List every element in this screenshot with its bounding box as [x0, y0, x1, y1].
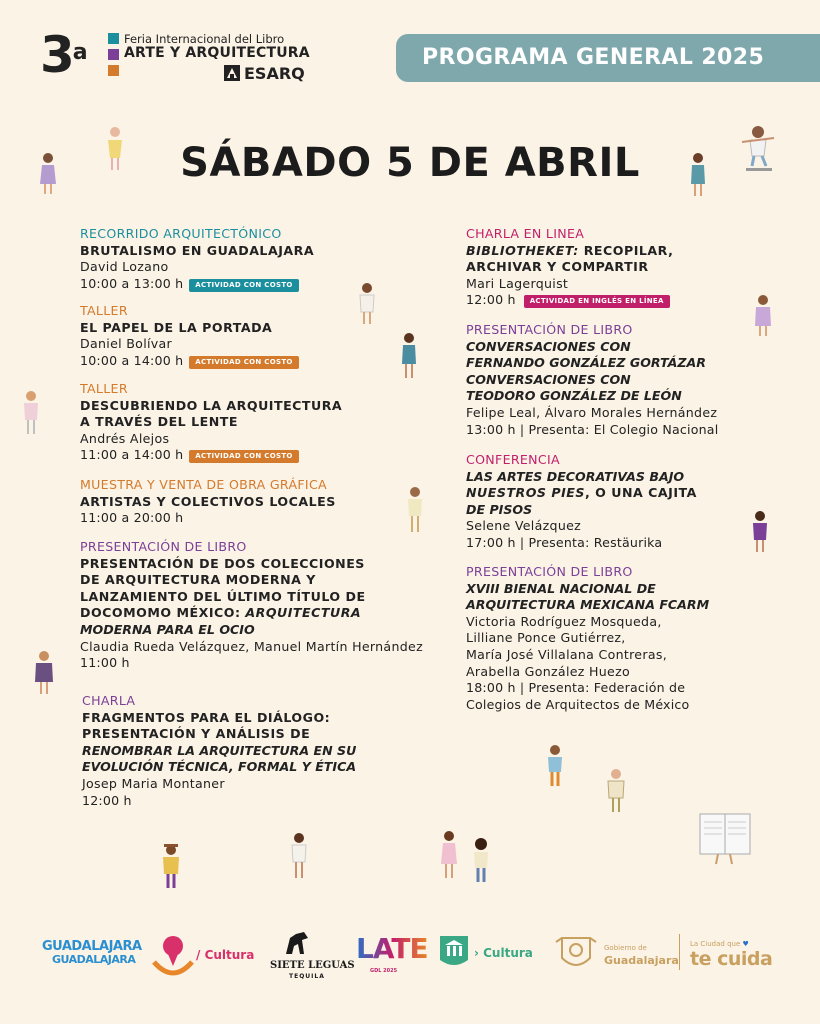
event-time-row [466, 292, 673, 309]
page-title: SÁBADO 5 DE ABRIL [180, 140, 640, 186]
event-time: 11:00 a 20:00 h [80, 510, 184, 526]
event-time: 12:00 h [82, 792, 132, 808]
event-title-italic: ARQUITECTURA MEXICANA FCARM [466, 597, 710, 613]
event-speaker: Josep Maria Montaner [82, 775, 225, 791]
event-title: PRESENTACIÓN DE DOS COLECCIONES [80, 555, 365, 571]
event-title-line [466, 485, 697, 502]
event-speaker: Daniel Bolívar [80, 336, 173, 352]
child-illustration [404, 486, 426, 534]
guadalajara-label: Guadalajara [604, 954, 679, 967]
cost-badge: ACTIVIDAD CON COSTO [189, 450, 298, 463]
event-category: PRESENTACIÓN DE LIBRO [466, 322, 633, 337]
event-speaker: Mari Lagerquist [466, 275, 569, 291]
event-category: TALLER [80, 303, 128, 318]
guadalajara-logo-line: GUADALAJARA [42, 939, 142, 954]
esarq-logo-icon [224, 65, 240, 81]
child-illustration [32, 650, 56, 696]
event-category: RECORRIDO ARQUITECTÓNICO [80, 226, 282, 241]
event-title-line [80, 605, 423, 622]
skater-illustration [740, 124, 778, 174]
event-title-italic: FERNANDO GONZÁLEZ GORTÁZAR [466, 355, 706, 371]
child-illustration [750, 510, 770, 554]
event-title: EL PAPEL DE LA PORTADA [80, 319, 273, 335]
event-title: , O UNA CAJITA [584, 485, 697, 501]
guadalajara-coat-of-arms-icon [554, 932, 598, 972]
cuida-small-text: La Ciudad que [690, 940, 741, 948]
event-title-italic: TEODORO GONZÁLEZ DE LEÓN [466, 388, 682, 404]
event-block [466, 452, 697, 552]
event-title-italic: CONVERSACIONES CON [466, 338, 631, 354]
late-text: LATE [356, 932, 428, 965]
siete-leguas-name: SIETE LEGUAS [270, 960, 355, 971]
cultura-label: / Cultura [196, 948, 255, 962]
language-badge: ACTIVIDAD EN INGLÉS EN LÍNEA [524, 295, 670, 308]
siete-leguas-horse-icon [282, 928, 312, 958]
event-category: TALLER [80, 381, 128, 396]
cost-badge: ACTIVIDAD CON COSTO [189, 279, 298, 292]
event-title: DE ARQUITECTURA MODERNA Y [80, 572, 316, 588]
child-illustration [470, 838, 492, 884]
event-block [80, 226, 314, 292]
event-title: DOCOMOMO MÉXICO: [80, 605, 241, 621]
event-speaker: Andrés Alejos [80, 430, 170, 446]
child-illustration [356, 282, 378, 326]
event-block [466, 564, 709, 713]
late-logo [356, 934, 428, 964]
guadalajara-logo [42, 940, 142, 966]
child-illustration [288, 832, 310, 880]
cultura-flower-icon [150, 932, 196, 980]
heart-icon: ♥ [742, 940, 749, 948]
logo-square [108, 49, 119, 60]
event-title: RECOPILAR, [583, 242, 674, 258]
event-speaker: Arabella González Huezo [466, 663, 631, 679]
event-time: 11:00 a 14:00 h [80, 447, 184, 463]
event-time-row [80, 447, 342, 464]
cultura-building-icon [440, 936, 468, 968]
event-block [80, 381, 342, 464]
logo-square [108, 65, 119, 76]
event-speaker: Lilliane Ponce Gutiérrez, [466, 630, 626, 646]
org-name: ESARQ [244, 64, 305, 83]
event-title: LANZAMIENTO DEL ÚLTIMO TÍTULO DE [80, 588, 366, 604]
event-category: CHARLA [82, 693, 136, 708]
child-illustration [688, 152, 708, 198]
tequila-label: TEQUILA [289, 973, 325, 980]
event-category: MUESTRA Y VENTA DE OBRA GRÁFICA [80, 477, 327, 492]
event-block [80, 303, 299, 369]
cultura-text: Cultura [483, 946, 533, 960]
child-illustration [752, 294, 774, 338]
event-title-italic: NUESTROS PIES [466, 485, 585, 501]
event-speaker: María José Villalana Contreras, [466, 646, 668, 662]
guadalajara-logo-line: GUADALAJARA [52, 953, 136, 966]
late-subtitle: GDL 2025 [370, 968, 398, 974]
event-title-line [466, 243, 673, 260]
event-title: BRUTALISMO EN GUADALAJARA [80, 242, 315, 258]
child-illustration [104, 126, 126, 172]
event-title-italic: EVOLUCIÓN TÉCNICA, FORMAL Y ÉTICA [82, 759, 357, 775]
event-title: FRAGMENTOS PARA EL DIÁLOGO: [82, 709, 331, 725]
child-illustration [438, 830, 460, 880]
event-speaker: Felipe Leal, Álvaro Morales Hernández [466, 404, 718, 420]
event-title: PRESENTACIÓN Y ANÁLISIS DE [82, 726, 311, 742]
event-speaker: David Lozano [80, 259, 169, 275]
event-speaker: Selene Velázquez [466, 518, 582, 534]
event-speaker: Claudia Rueda Velázquez, Manuel Martín Hernández [80, 638, 423, 654]
fair-name-line2: ARTE Y ARQUITECTURA [124, 45, 310, 61]
event-time-row [80, 353, 299, 370]
cuida-big-label: te cuida [690, 948, 773, 970]
event-time-row [80, 276, 314, 293]
event-time: 11:00 h [80, 655, 130, 671]
event-time: 13:00 h | Presenta: El Colegio Nacional [466, 421, 719, 437]
child-illustration [604, 768, 628, 814]
event-title: ARCHIVAR Y COMPARTIR [466, 259, 649, 275]
cultura-label-2: › Cultura [474, 946, 533, 960]
edition-suffix: a [72, 40, 86, 65]
event-block [80, 477, 336, 527]
event-category: CONFERENCIA [466, 452, 560, 467]
event-speaker: Victoria Rodríguez Mosqueda, [466, 613, 662, 629]
fair-name-line1: Feria Internacional del Libro [124, 32, 285, 46]
event-block [80, 539, 423, 672]
event-time: 10:00 a 14:00 h [80, 352, 184, 368]
child-illustration [20, 390, 42, 436]
child-illustration [398, 332, 420, 380]
gobierno-label: Gobierno de [604, 944, 647, 952]
event-block [466, 226, 673, 309]
event-title: DESCUBRIENDO LA ARQUITECTURA [80, 397, 343, 413]
child-illustration [38, 152, 58, 196]
event-title-italic: CONVERSACIONES CON [466, 371, 631, 387]
event-title-italic: RENOMBRAR LA ARQUITECTURA EN SU [82, 742, 357, 758]
program-banner: PROGRAMA GENERAL 2025 [396, 34, 820, 82]
event-category: CHARLA EN LINEA [466, 226, 585, 241]
event-title: ARTISTAS Y COLECTIVOS LOCALES [80, 493, 336, 509]
event-block [82, 693, 356, 809]
event-time: 18:00 h | Presenta: Federación de [466, 680, 686, 696]
event-time: 10:00 a 13:00 h [80, 275, 184, 291]
cuida-small-label [690, 940, 749, 948]
event-title-italic: ARQUITECTURA [245, 605, 362, 621]
event-category: PRESENTACIÓN DE LIBRO [80, 539, 247, 554]
event-title: A TRAVÉS DEL LENTE [80, 414, 238, 430]
event-title-italic: XVIII BIENAL NACIONAL DE [466, 580, 656, 596]
event-category: PRESENTACIÓN DE LIBRO [466, 564, 633, 579]
edition-number: 3$^a$ [40, 26, 86, 84]
event-title-italic: DE PISOS [466, 501, 533, 517]
cultura-text: Cultura [204, 948, 255, 962]
reading-illustration [696, 804, 754, 866]
event-title-italic: BIBLIOTHEKET: [466, 242, 579, 258]
event-block [466, 322, 718, 438]
event-time: 17:00 h | Presenta: Restäurika [466, 534, 663, 550]
cost-badge: ACTIVIDAD CON COSTO [189, 356, 298, 369]
event-title-italic: LAS ARTES DECORATIVAS BAJO [466, 468, 685, 484]
child-illustration [158, 842, 184, 890]
sponsor-divider [679, 934, 680, 970]
event-time: Colegios de Arquitectos de México [466, 696, 690, 712]
event-time: 12:00 h [466, 292, 516, 308]
event-title-italic: MODERNA PARA EL OCIO [80, 621, 255, 637]
child-illustration [544, 744, 566, 788]
logo-square [108, 33, 119, 44]
